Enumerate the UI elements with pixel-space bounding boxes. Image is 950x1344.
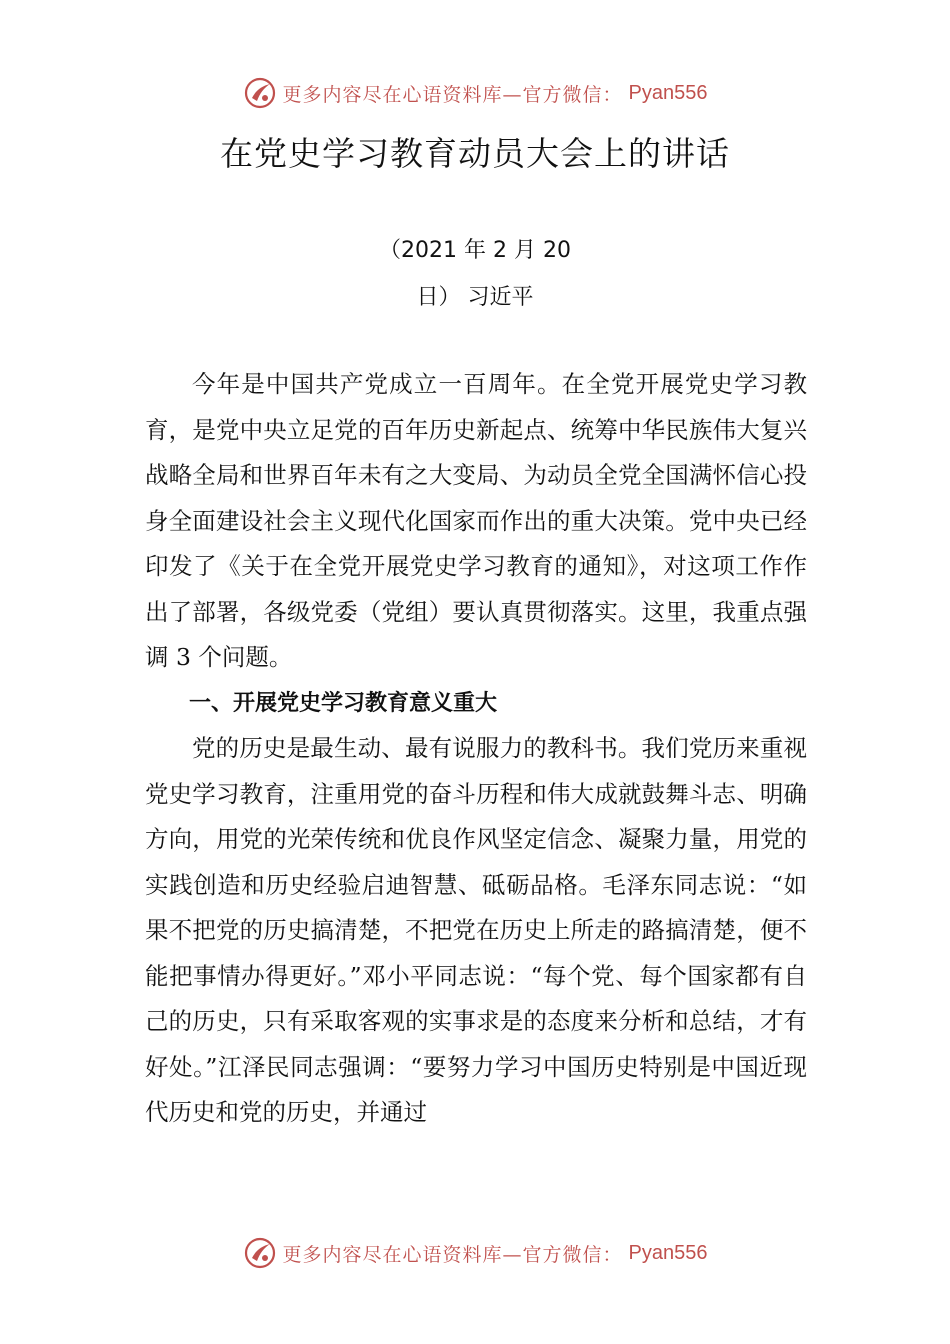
- paragraph-1: 今年是中国共产党成立一百周年。在全党开展党史学习教育，是党中央立足党的百年历史新起点、统筹中华民族伟大复兴战略全局和世界百年未有之大变局、为动员全党全国满怀信心投身全面建设社会主义现代化国家而作出的重大决策。党中央已经印发了《关于在全党开展党史学习教育的通知》，对这项工作作出了部署，各级党委（党组）要认真贯彻落实。这里，我重点强调 3 个问题。: [145, 370, 807, 671]
- banner-wechat-id: Pyan556: [628, 81, 708, 104]
- brand-logo-icon: [243, 1236, 277, 1270]
- banner-wechat-id: Pyan556: [628, 1241, 708, 1264]
- page-title: 在党史学习教育动员大会上的讲话: [220, 134, 730, 173]
- banner-text: 更多内容尽在心语资料库—官方微信：: [282, 83, 623, 106]
- header-banner: [0, 73, 950, 113]
- banner-text: 更多内容尽在心语资料库—官方微信：: [282, 1243, 623, 1266]
- section-heading-1: 一、开展党史学习教育意义重大: [189, 690, 498, 716]
- brand-logo-icon: [243, 76, 277, 110]
- date-line-1: （2021 年 2 月 20: [379, 238, 571, 263]
- date-line-2: 日） 习近平: [416, 285, 534, 310]
- paragraph-2: 党的历史是最生动、最有说服力的教科书。我们党历来重视党史学习教育，注重用党的奋斗历程和伟大成就鼓舞斗志、明确方向，用党的光荣传统和优良作风坚定信念、凝聚力量，用党的实践创造和历史经验启迪智慧、砥砺品格。毛泽东同志说：“如果不把党的历史搞清楚，不把党在历史上所走的路搞清楚，便不能把事情办得更好。”邓小平同志说：“每个党、每个国家都有自己的历史，只有采取客观的实事求是的态度来分析和总结，才有好处。”江泽民同志强调：“要努力学习中国历史特别是中国近现代历史和党的历史，并通过: [145, 734, 807, 1126]
- footer-banner: [0, 1233, 950, 1273]
- body-text: [145, 362, 807, 1136]
